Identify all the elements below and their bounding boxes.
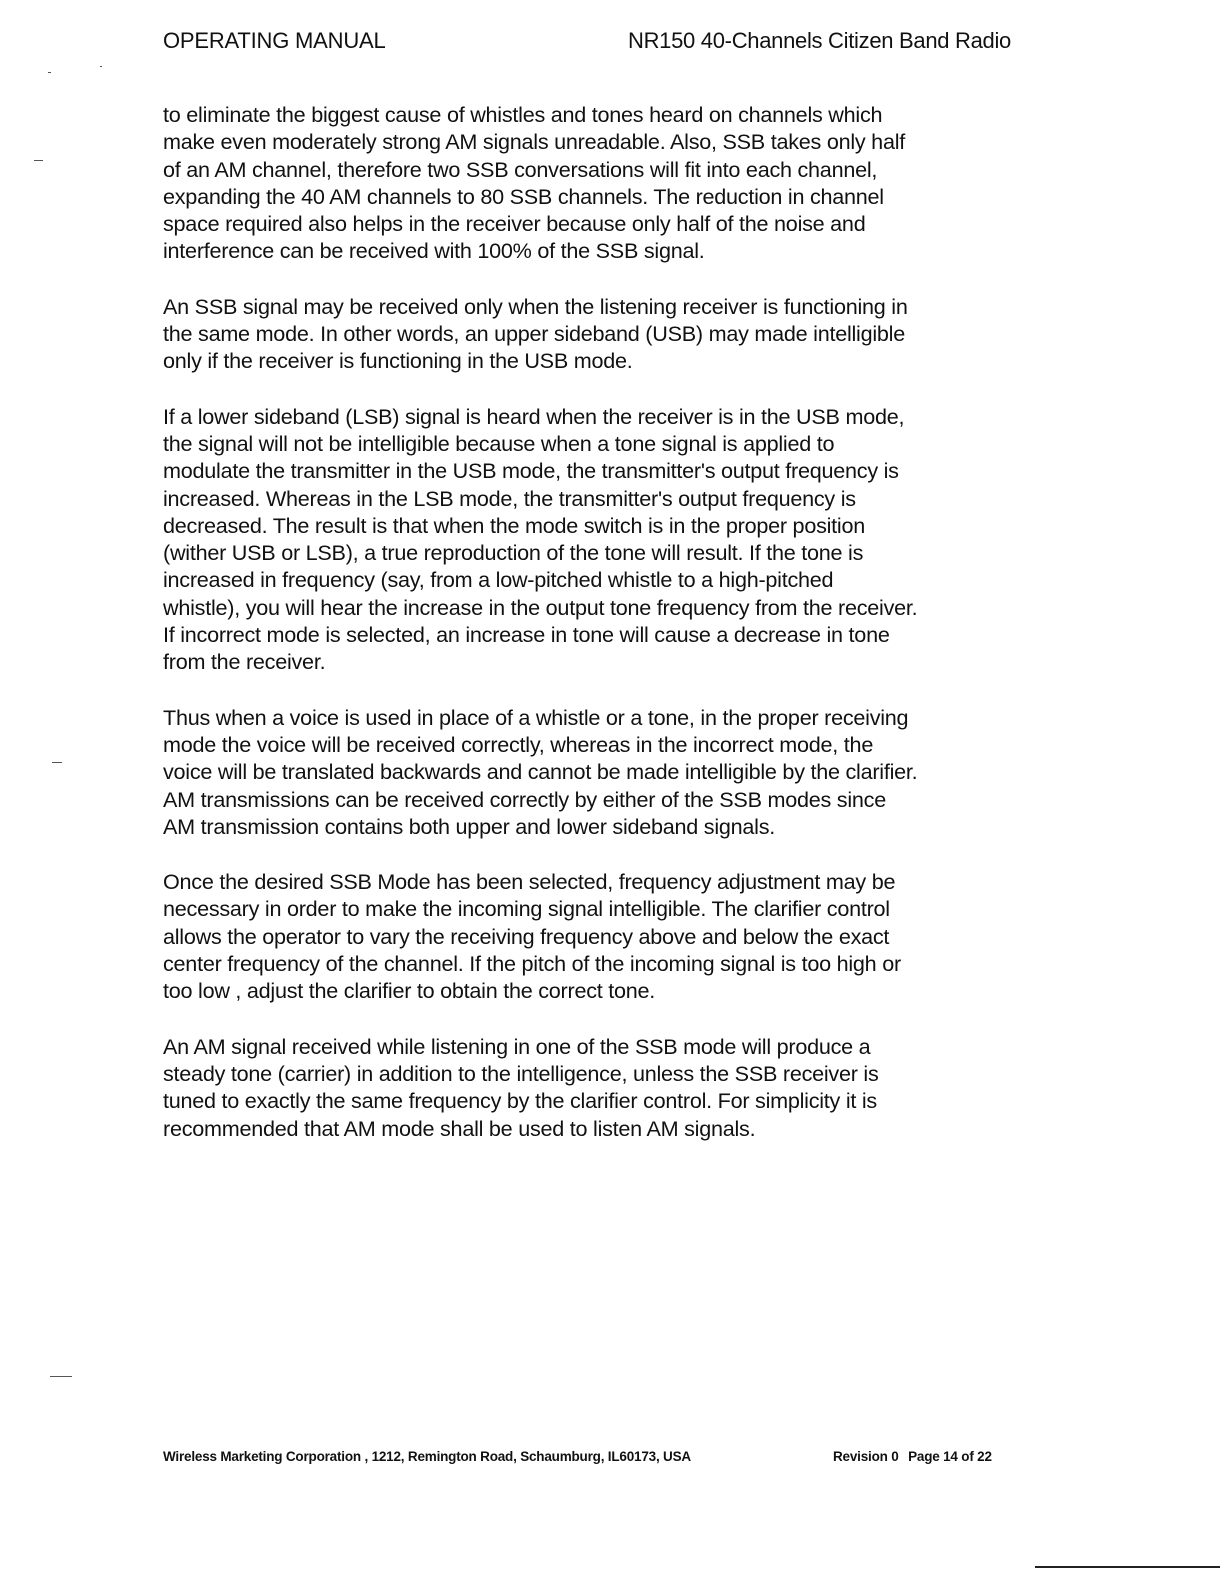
paragraph-voice-reception: Thus when a voice is used in place of a whistle or a tone, in the proper receiving mode the voice will be received correctly, whereas in the incorrect mode, the voice will be translated backwards and cannot be made intelligible by the clarifier. AM transmissions can be received correctly by either of the SSB modes since AM transmission contains both upper and lower sideband signals.	[163, 704, 918, 839]
manual-title: OPERATING MANUAL	[163, 28, 386, 53]
scan-edge-line	[1035, 1566, 1220, 1568]
scan-speck	[50, 1376, 72, 1377]
page-number: Page 14 of 22	[908, 1449, 992, 1464]
revision-and-page	[833, 1449, 998, 1464]
paragraph-lsb-usb-mismatch: If a lower sideband (LSB) signal is heard when the receiver is in the USB mode, the signal will not be intelligible because when a tone signal is applied to modulate the transmitter in the USB mode, the transmitter's output frequency is increased. Whereas in the LSB mode, the transmitter's output frequency is decreased. The result is that when the mode switch is in the proper position (wither USB or LSB), a true reproduction of the tone will result. If the tone is increased in frequency (say, from a low-pitched whistle to a high-pitched whistle), you will hear the increase in the output tone frequency from the receiver. If incorrect mode is selected, an increase in tone will cause a decrease in tone from the receiver.	[163, 403, 918, 675]
page-header	[163, 28, 1011, 60]
scan-speck	[52, 762, 62, 763]
revision-label: Revision 0	[833, 1449, 899, 1464]
scan-speck	[100, 66, 102, 67]
scan-speck	[34, 160, 43, 161]
scan-speck	[48, 72, 51, 73]
document-body	[163, 101, 1043, 1170]
paragraph-clarifier-adjustment: Once the desired SSB Mode has been selected, frequency adjustment may be necessary in order to make the incoming signal intelligible. The clarifier control allows the operator to vary the receiving frequency above and below the exact center frequency of the channel. If the pitch of the incoming signal is too high or too low , adjust the clarifier to obtain the correct tone.	[163, 869, 901, 1004]
paragraph-am-signal: An AM signal received while listening in one of the SSB mode will produce a steady tone (carrier) in addition to the intelligence, unless the SSB receiver is tuned to exactly the same frequency by the clarifier control. For simplicity it is recommended that AM mode shall be used to listen AM signals.	[163, 1033, 879, 1141]
paragraph-ssb-benefits: to eliminate the biggest cause of whistles and tones heard on channels which make even moderately strong AM signals unreadable. Also, SSB takes only half of an AM channel, therefore two SSB conversations will fit into each channel, expanding the 40 AM channels to 80 SSB channels. The reduction in channel space required also helps in the receiver because only half of the noise and interference can be received with 100% of the SSB signal.	[163, 102, 905, 264]
product-title: NR150 40-Channels Citizen Band Radio	[628, 28, 1011, 53]
paragraph-ssb-reception: An SSB signal may be received only when the listening receiver is functioning in the same mode. In other words, an upper sideband (USB) may made intelligible only if the receiver is functioning in the USB mode.	[163, 293, 908, 374]
company-address: Wireless Marketing Corporation , 1212, Remington Road, Schaumburg, IL60173, USA	[163, 1449, 691, 1464]
page-footer	[163, 1449, 1023, 1469]
